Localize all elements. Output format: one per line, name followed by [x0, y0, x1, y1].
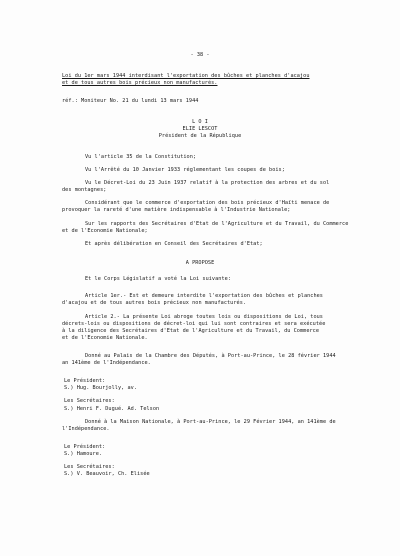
considerant-line-1: Considérant que le commerce d'exportation des bois précieux d'Haïti menace de — [85, 200, 330, 206]
vu-arrete: Vu l'Arrêté du 10 Janvier 1933 réglementant les coupes de bois; — [85, 167, 285, 173]
donne-maison-line-2: l'Indépendance. — [62, 426, 110, 432]
secretaires-signature-1: S.) Henri F. Dugué. Ad. Telson — [64, 406, 160, 412]
article-1-line-2: d'acajou et de tous autres bois précieux non manufacturés. — [62, 300, 247, 306]
law-title-line-2: et de tous autres bois précieux non manufacturés. — [62, 80, 218, 86]
donne-chambre-line-2: an 141ème de l'Indépendance. — [62, 360, 151, 366]
president-signature-2: S.) Hamoure. — [64, 451, 103, 457]
article-2-line-1: Article 2.- La présente Loi abroge toutes lois ou dispositions de Loi, tous — [85, 314, 323, 320]
article-2-line-2: décrets-lois ou dispositions de décret-loi qui lui sont contraires et sera exécutée — [62, 321, 326, 327]
vu-decret-loi-line-2: des montagnes; — [62, 187, 107, 193]
president-title: Président de la République — [158, 133, 242, 139]
law-title-line-1: Loi du 1er mars 1944 interdisant l'exportation des bûches et planches d'acajou — [62, 73, 310, 79]
president-name: ELIE LESCOT — [182, 126, 218, 132]
secretaires-signature-2: S.) V. Beauvoir, Ch. Elisée — [64, 471, 150, 477]
president-label-2: Le Président: — [64, 444, 106, 450]
donne-chambre-line-1: Donné au Palais de la Chambre des Députés, à Port-au-Prince, le 28 février 1944 — [85, 353, 336, 359]
considerant-line-2: provoquer la rareté d'une matière indispensable à l'Industrie Nationale; — [62, 207, 291, 213]
article-2-line-4: et de l'Economie Nationale. — [62, 335, 148, 341]
vu-constitution: Vu l'article 35 de la Constitution; — [85, 154, 197, 160]
vu-decret-loi-line-1: Vu le Décret-Loi du 23 Juin 1937 relatif à la protection des arbres et du sol — [85, 180, 330, 186]
a-propose-heading: A PROPOSE — [185, 260, 215, 266]
corps-legislatif-line: Et le Corps Législatif a voté la Loi suivante: — [85, 276, 231, 282]
article-1-line-1: Article 1er.- Est et demeure interdite l'exportation des bûches et planches — [85, 293, 323, 299]
article-2-line-3: à la diligence des Secrétaires d'Etat de l'Agriculture et du Travail, du Commerce — [62, 328, 320, 334]
secretaires-label-2: Les Secrétaires: — [64, 464, 115, 470]
president-label-1: Le Président: — [64, 378, 106, 384]
deliberation-line: Et après délibération en Conseil des Secrétaires d'Etat; — [85, 241, 263, 247]
reference-line: réf.: Moniteur No. 21 du lundi 13 mars 1944 — [62, 98, 199, 104]
secretaires-label-1: Les Secrétaires: — [64, 398, 115, 404]
law-heading: L O I — [192, 119, 208, 125]
rapports-line-1: Sur les rapports des Secrétaires d'Etat de l'Agriculture et du Travail, du Commerce — [85, 221, 349, 227]
president-signature-1: S.) Hug. Bourjolly, av. — [64, 385, 137, 391]
donne-maison-line-1: Donné à la Maison Nationale, à Port-au-Prince, le 29 Février 1944, an 141ème de — [85, 419, 336, 425]
page-number: - 38 - — [190, 52, 210, 58]
rapports-line-2: et de l'Economie Nationale; — [62, 228, 148, 234]
